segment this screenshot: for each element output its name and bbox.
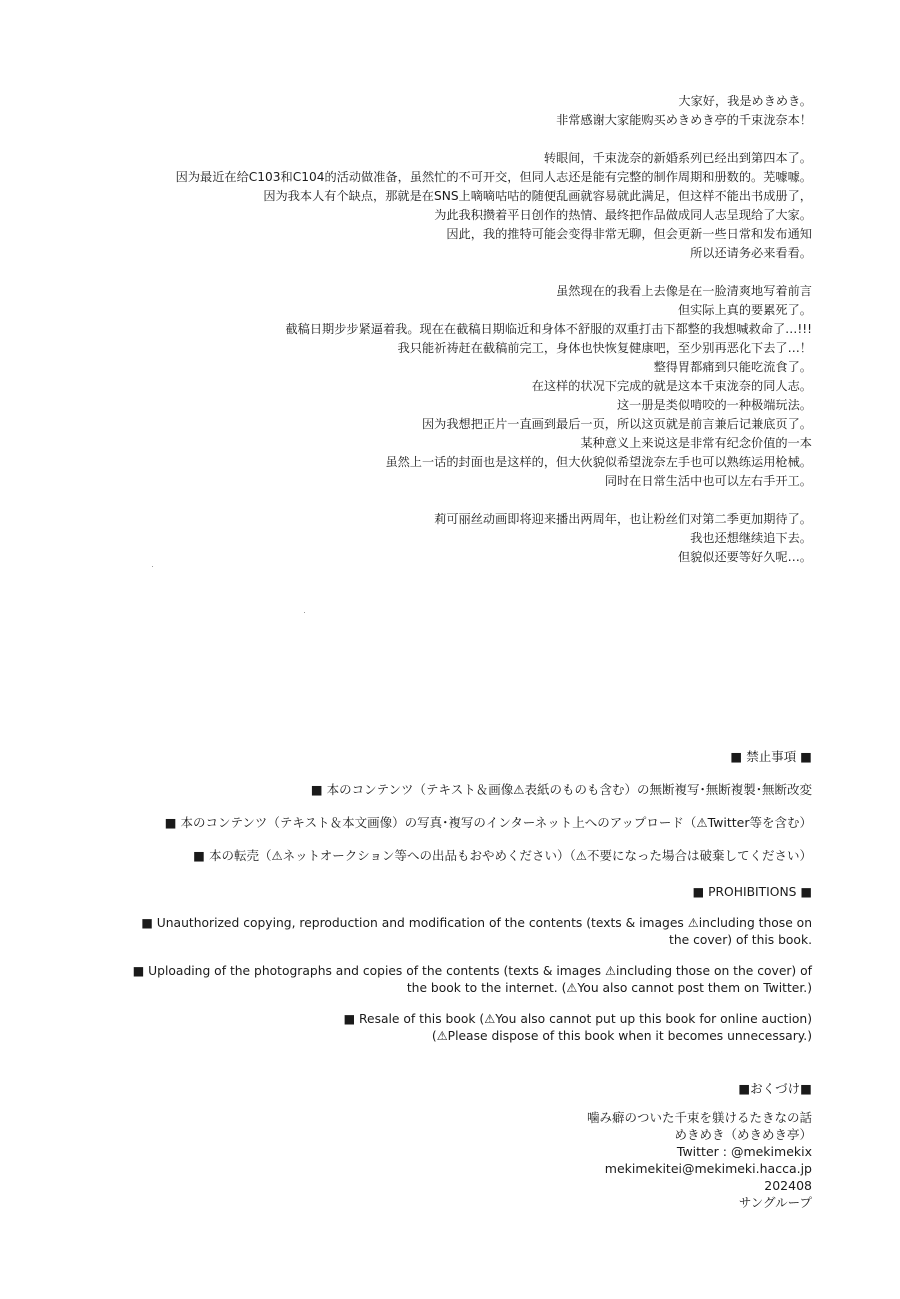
afterword-line: 在这样的状况下完成的就是这本千束泷奈的同人志。 [531,379,812,393]
en-prohibition-line: (⚠Please dispose of this book when it becomes unnecessary.) [431,1029,812,1043]
afterword-paragraph [176,92,812,130]
en-prohibition-line: the cover) of this book. [669,933,812,947]
en-prohibitions-section [133,884,812,1059]
colophon-section [587,1080,812,1211]
afterword-line: 某种意义上来说这是非常有纪念价值的一本 [580,436,812,450]
afterword-section [176,92,812,586]
twitter-handle: Twitter : @mekimekix [676,1144,812,1159]
afterword-line: 转眼间，千束泷奈的新婚系列已经出到第四本了。 [543,151,812,165]
afterword-paragraph [176,149,812,263]
afterword-line: 莉可丽丝动画即将迎来播出两周年，也让粉丝们对第二季更加期待了。 [434,512,812,526]
contact-email: mekimekitei@mekimeki.hacca.jp [604,1161,812,1176]
jp-prohibition-item: ■ 本のコンテンツ（テキスト＆本文画像）の写真･複写のインターネット上へのアップロード（⚠Twitter等を含む） [164,815,812,830]
afterword-line: 我只能祈祷赶在截稿前完工，身体也快恢复健康吧，至少别再恶化下去了…！ [397,341,812,355]
printer-name: サングループ [738,1195,812,1210]
afterword-line: 虽然上一话的封面也是这样的，但大伙貌似希望泷奈左手也可以熟练运用枪械。 [385,455,812,469]
en-prohibition-line: ■ Unauthorized copying, reproduction and modification of the contents (texts & images ⚠including those on [141,916,812,930]
afterword-line: 虽然现在的我看上去像是在一脸清爽地写着前言 [556,284,812,298]
book-title: 噛み癖のついた千束を躾けるたきなの話 [586,1110,812,1125]
paper-speck [152,566,153,567]
jp-prohibition-item: ■ 本の転売（⚠ネットオークション等への出品もおやめください）（⚠不要になった場合は破棄してください） [193,848,812,863]
en-prohibition-item [133,1011,812,1045]
en-prohibition-line: ■ Resale of this book (⚠You also cannot put up this book for online auction) [343,1012,812,1026]
afterword-line: 非常感谢大家能购买めきめき亭的千束泷奈本！ [556,113,812,127]
jp-prohibitions-section [165,748,812,880]
afterword-paragraph [176,282,812,491]
afterword-line: 同时在日常生活中也可以左右手开工。 [604,474,812,488]
afterword-paragraph [176,510,812,567]
afterword-line: 这一册是类似啃咬的一种极端玩法。 [617,398,812,412]
afterword-line: 但实际上真的要累死了。 [677,303,812,317]
afterword-line: 但貌似还要等好久呢…。 [677,550,812,564]
afterword-line: 因为我本人有个缺点，那就是在SNS上嘀嘀咕咕的随便乱画就容易就此满足，但这样不能出书成册了， [263,189,812,203]
en-prohibition-line: the book to the internet. (⚠You also cannot post them on Twitter.) [406,981,812,995]
afterword-line: 我也还想继续追下去。 [690,531,812,545]
afterword-line: 因为我想把正片一直画到最后一页，所以这页就是前言兼后记兼底页了。 [422,417,812,431]
author-name: めきめき（めきめき亭） [674,1127,812,1142]
afterword-line: 所以还请务必来看看。 [690,246,812,260]
paper-speck [304,612,305,613]
afterword-line: 因为最近在给C103和C104的活动做准备，虽然忙的不可开交，但同人志还是能有完整的制作周期和册数的。芜噱噱。 [175,170,812,184]
en-prohibitions-heading: ■ PROHIBITIONS ■ [692,885,812,899]
afterword-line: 因此，我的推特可能会变得非常无聊，但会更新一些日常和发布通知 [446,227,812,241]
afterword-line: 截稿日期步步紧逼着我。现在在截稿日期临近和身体不舒服的双重打击下都整的我想喊救命了…!!! [285,322,812,336]
afterword-line: 大家好，我是めきめき。 [678,94,812,108]
en-prohibition-item [133,963,812,997]
publish-date: 202408 [764,1178,812,1193]
jp-prohibition-item: ■ 本のコンテンツ（テキスト＆画像⚠表紙のものも含む）の無断複写･無断複製･無断改変 [310,782,812,797]
en-prohibition-item [133,915,812,949]
afterword-line: 整得胃都痛到只能吃流食了。 [653,360,812,374]
colophon-heading: ■おくづけ■ [738,1081,812,1096]
afterword-line: 为此我积攒着平日创作的热情、最终把作品做成同人志呈现给了大家。 [434,208,812,222]
jp-prohibitions-heading: ■ 禁止事項 ■ [730,749,812,764]
en-prohibition-line: ■ Uploading of the photographs and copies of the contents (texts & images ⚠including those on the cover) of [132,964,812,978]
